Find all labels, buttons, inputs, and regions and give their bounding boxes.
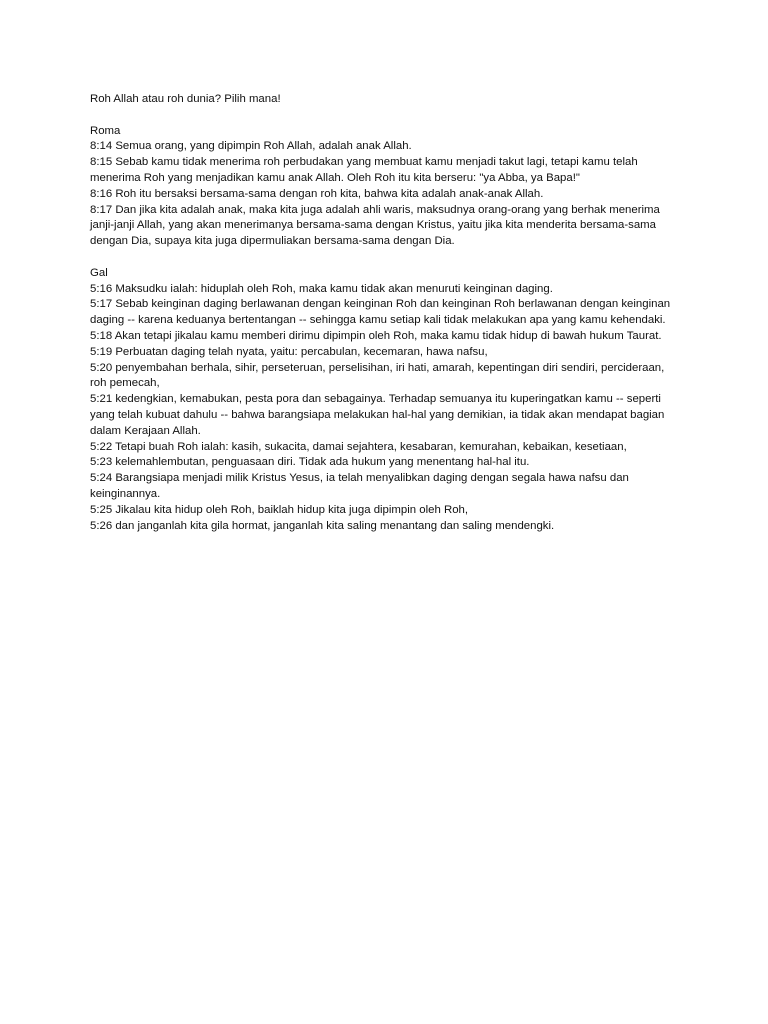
spacer [90, 250, 690, 266]
verse-line: 5:18 Akan tetapi jikalau kamu memberi dirimu dipimpin oleh Roh, maka kamu tidak hidup di bawah hukum Taurat. [90, 329, 662, 342]
verse-line: daging -- karena keduanya bertentangan -- sehingga kamu setiap kali tidak melakukan apa yang kamu kehendaki. [90, 314, 666, 327]
verse-line: 5:24 Barangsiapa menjadi milik Kristus Yesus, ia telah menyalibkan daging dengan segala hawa nafsu dan [90, 472, 629, 485]
verse-line: 8:16 Roh itu bersaksi bersama-sama dengan roh kita, bahwa kita adalah anak-anak Allah. [90, 187, 544, 200]
verse-line: roh pemecah, [90, 377, 160, 390]
verse-line: 5:23 kelemahlembutan, penguasaan diri. Tidak ada hukum yang menentang hal-hal itu. [90, 456, 530, 469]
section-heading: Roma [90, 124, 121, 137]
verse-line: 5:20 penyembahan berhala, sihir, perseteruan, perselisihan, iri hati, amarah, kepentingan diri sendiri, percideraan, [90, 361, 665, 374]
verse-line: 5:17 Sebab keinginan daging berlawanan dengan keinginan Roh dan keinginan Roh berlawanan dengan keinginan [90, 298, 671, 311]
verse-line: 5:21 kedengkian, kemabukan, pesta pora dan sebagainya. Terhadap semuanya itu kuperingatkan kamu -- seperti [90, 393, 661, 406]
verse-line: 8:15 Sebab kamu tidak menerima roh perbudakan yang membuat kamu menjadi takut lagi, tetapi kamu telah [90, 156, 638, 169]
verse-line: yang telah kubuat dahulu -- bahwa barangsiapa melakukan hal-hal yang demikian, ia tidak akan mendapat bagian [90, 408, 665, 421]
section-gal [90, 266, 690, 535]
verse-line: janji-janji Allah, yang akan menerimanya bersama-sama dengan Kristus, yaitu jika kita menderita bersama-sama [90, 219, 657, 232]
document-page [90, 92, 690, 534]
verse-line: menerima Roh yang menjadikan kamu anak Allah. Oleh Roh itu kita berseru: "ya Abba, ya Bapa!" [90, 171, 580, 184]
verse-line: 5:25 Jikalau kita hidup oleh Roh, baiklah hidup kita juga dipimpin oleh Roh, [90, 503, 469, 516]
verse-line: 5:26 dan janganlah kita gila hormat, janganlah kita saling menantang dan saling mendengki. [90, 519, 555, 532]
document-title: Roh Allah atau roh dunia? Pilih mana! [90, 93, 281, 105]
verse-line: 5:16 Maksudku ialah: hiduplah oleh Roh, maka kamu tidak akan menuruti keinginan daging. [90, 282, 553, 295]
spacer [90, 108, 690, 124]
verse-line: 5:19 Perbuatan daging telah nyata, yaitu: percabulan, kecemaran, hawa nafsu, [90, 345, 488, 358]
verse-line: keinginannya. [90, 487, 161, 500]
verse-line: dalam Kerajaan Allah. [90, 424, 201, 437]
verse-line: dengan Dia, supaya kita juga dipermuliakan bersama-sama dengan Dia. [90, 235, 455, 248]
verse-line: 8:14 Semua orang, yang dipimpin Roh Allah, adalah anak Allah. [90, 140, 412, 153]
verse-line: 5:22 Tetapi buah Roh ialah: kasih, sukacita, damai sejahtera, kesabaran, kemurahan, kebaikan, kesetiaan, [90, 440, 627, 453]
section-roma [90, 124, 690, 250]
verse-line: 8:17 Dan jika kita adalah anak, maka kita juga adalah ahli waris, maksudnya orang-orang yang berhak menerima [90, 203, 660, 216]
section-heading: Gal [90, 266, 108, 279]
